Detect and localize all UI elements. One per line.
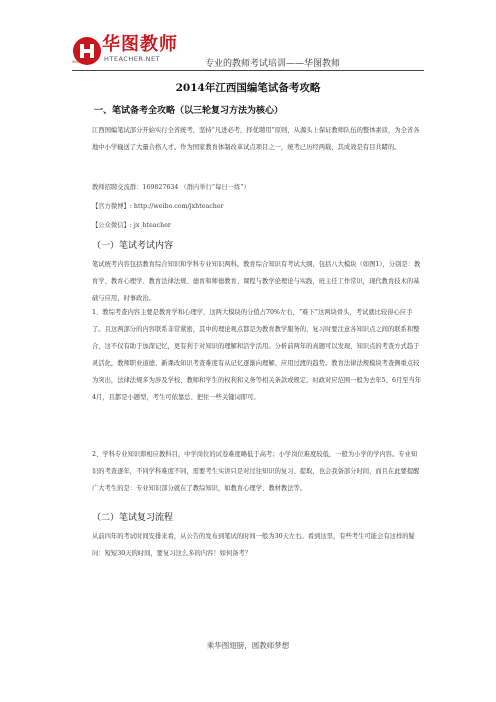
content-paragraph-3: 2、学科专业知识即相应教科目，中学岗位的试卷难度略低于高考；小学岗位难度较低，一般为小学的学内容。专业知识的考查逐年，不同学科难度不同，需要考生实讲只是对过往知识的复习、提取，也会我备部分时间，而且在此要提醒广大考生的是：专业知识部分就在了教综知识，如教育心理学、教材教法等。 — [92, 451, 420, 492]
process-paragraph-1: 从前四年的考试时间安排来看，从公告的发布到笔试的时间一般为30天左右。看到这里，有些考生可能会有这样的疑问：短短30天的时间，要复习这么多的内容！如何备考？ — [92, 533, 415, 557]
page-header — [72, 34, 424, 74]
logo-english-name: HTEACHER.NET — [104, 55, 161, 63]
page-footer: 乘华图翅膀，圆教师梦想 — [206, 641, 290, 650]
section-heading-1: 一、笔试备考全攻略（以三轮复习方法为核心） — [94, 106, 284, 116]
subsection-heading-content: （一）笔试考试内容 — [92, 241, 174, 251]
document-title: 2014年江西国编笔试备考攻略 — [175, 82, 321, 94]
intro-paragraph: 江西国编笔试部分开始实行全省统考，坚持“凡进必考，择优聘用”原则，从源头上保证教师队伍的整体素质，为全省各地中小学输送了大量合格人才。作为国家教育体制改革试点项目之一，统考已历经两载，其成效是有目共睹的。 — [92, 127, 420, 151]
content-paragraph-2: 1、教综考查内容主要是教育学和心理学，这两大模块的分值占70%左右，“难下”这两块骨头，考试就比较得心应手了。且这两部分的内容联系非常紧密，其中的理论观点都是为教育教学服务的，复习时要注意各知识点之间的联系和整合，这不仅有助于加深记忆，更有利于对知识的理解和活学活用。分析前两年的真题可以发现，知识点的考查方式趋于灵活化，教师职业道德、新课改知识考查难度有从记忆逐渐向理解、应用过渡的趋势。教育法律法规模块考查侧重点较为突出，法律法规多为涉及学校、教师和学生的权利和义务等相关条款或规定。时政对应范围一般为去年5、6月至当年4月，且都是小题型，考生可依靠总、把住一些关键词即可。 — [92, 309, 422, 401]
header-tagline: 专业的教师考试培训——华图教师 — [205, 59, 341, 69]
qq-group-line: 教师招聘交流群：169827634 （群内举行“每日一练”） — [92, 184, 250, 191]
logo-chinese-name: 华图教师 — [102, 34, 178, 55]
logo-since: Since 2001 — [72, 60, 92, 64]
subsection-heading-process: （二）笔试复习流程 — [92, 513, 174, 523]
header-divider — [72, 70, 424, 71]
content-paragraph-1: 笔试统考内容包括教育综合知识和学科专业知识两科。教育综合知识有考试大纲，包括八大模块（如图1），分别是：教育学、教育心理学、教育法律法规、德育和师德教育、课程与教学论理论与实践，班主任工作常识，现代教育技术的基础与应用，时事政治。 — [92, 261, 421, 302]
weibo-link[interactable]: 【官方微博】: http://weibo.com/jxhteacher — [92, 203, 224, 210]
wechat-line: 【公众微信】: jx_hteacher — [92, 222, 171, 229]
